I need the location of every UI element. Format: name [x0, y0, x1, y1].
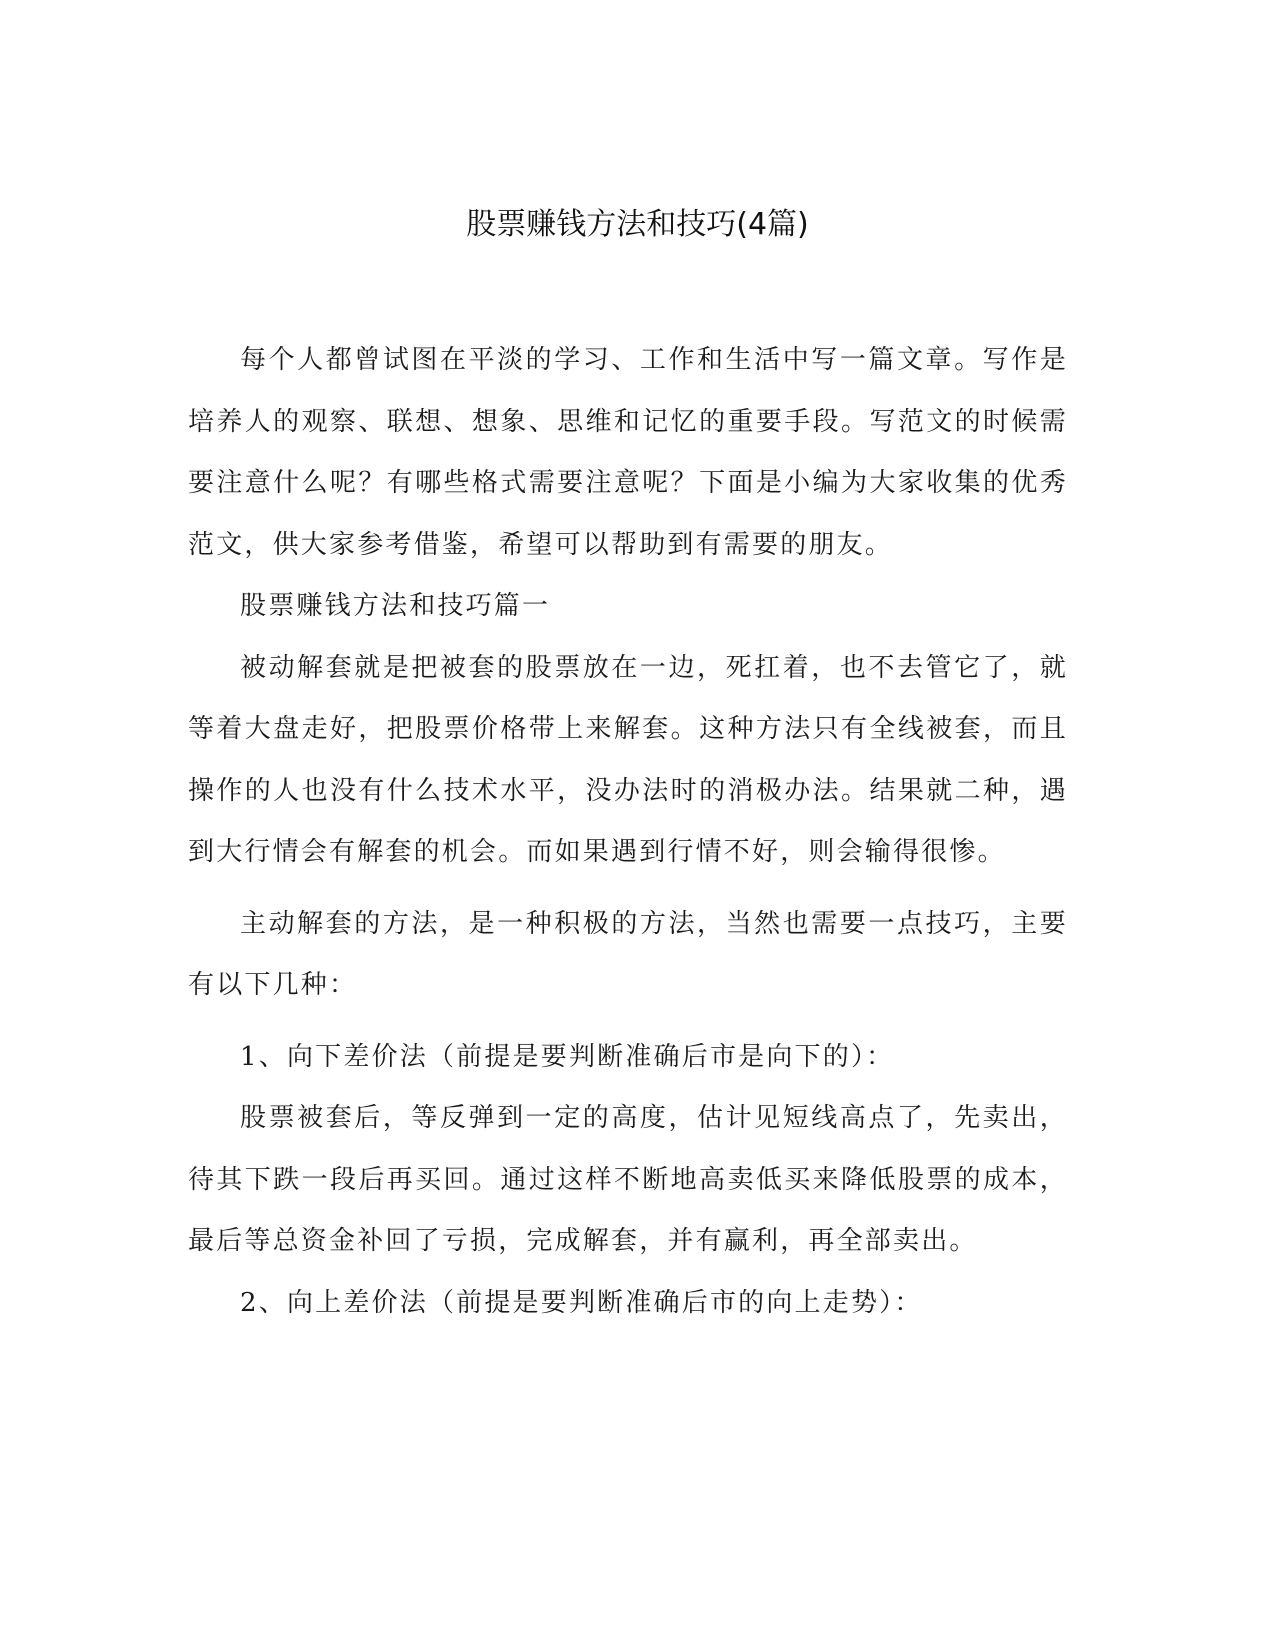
paragraph-passive-unlock: 被动解套就是把被套的股票放在一边，死扛着，也不去管它了，就等着大盘走好，把股票价格带上来解套。这种方法只有全线被套，而且操作的人也没有什么技术水平，没办法时的消极办法。结果就二种，遇到大行情会有解套的机会。而如果遇到行情不好，则会输得很惨。 — [188, 652, 1068, 867]
paragraph-downward-spread: 股票被套后，等反弹到一定的高度，估计见短线高点了，先卖出，待其下跌一段后再买回。通过这样不断地高卖低买来降低股票的成本，最后等总资金补回了亏损，完成解套，并有赢利，再全部卖出。 — [188, 1103, 1068, 1256]
paragraph-intro: 每个人都曾试图在平淡的学习、工作和生活中写一篇文章。写作是培养人的观察、联想、想象、思维和记忆的重要手段。写范文的时候需要注意什么呢？有哪些格式需要注意呢？下面是小编为大家收集的优秀范文，供大家参考借鉴，希望可以帮助到有需要的朋友。 — [188, 345, 1068, 560]
list-item-2-heading: 2、向上差价法（前提是要判断准确后市的向上走势）： — [240, 1287, 923, 1318]
document-title: 股票赚钱方法和技巧(4篇) — [466, 207, 809, 242]
section-heading-1: 股票赚钱方法和技巧篇一 — [240, 591, 551, 621]
list-item-1-heading: 1、向下差价法（前提是要判断准确后市是向下的）： — [240, 1041, 895, 1072]
paragraph-active-unlock: 主动解套的方法，是一种积极的方法，当然也需要一点技巧，主要有以下几种： — [188, 908, 1068, 1000]
document-body — [188, 330, 1068, 1334]
